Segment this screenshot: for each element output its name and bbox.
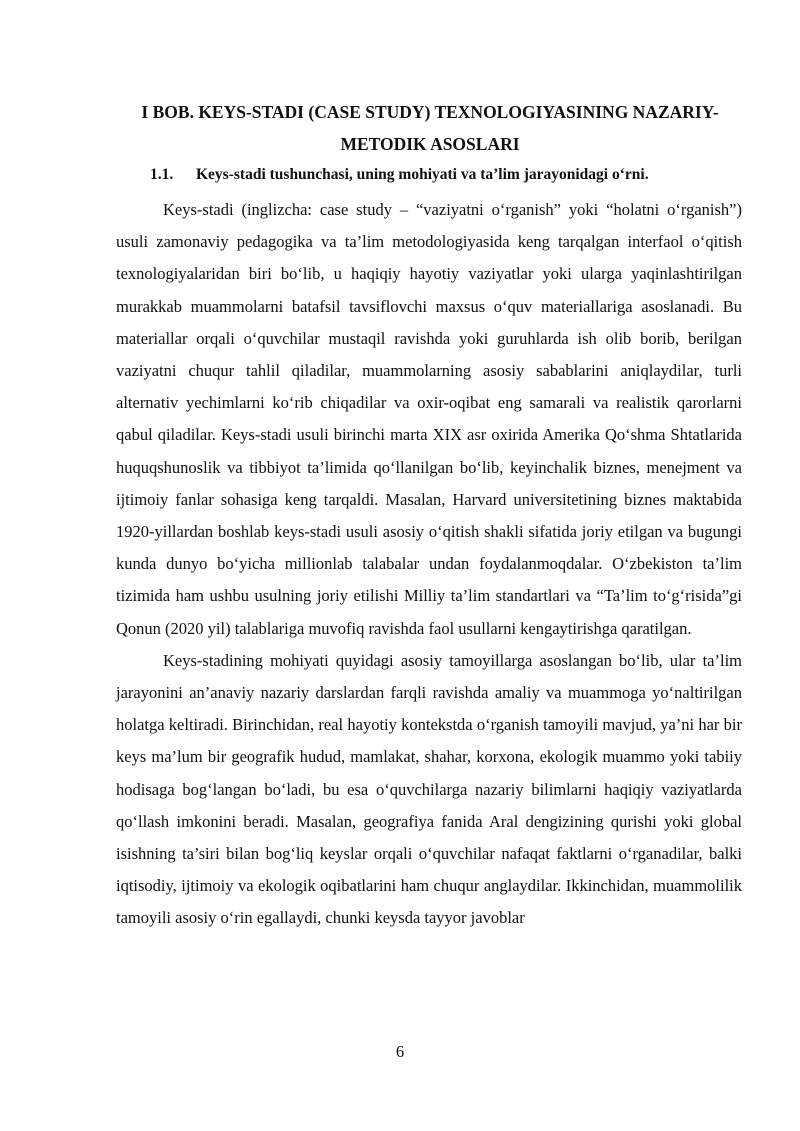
paragraph: Keys-stadining mohiyati quyidagi asosiy tamoyillarga asoslangan bo‘lib, ular ta’lim jarayonini an’anaviy nazariy darslardan farqli ravishda amaliy va muammoga yo‘naltirilgan holatga keltiradi. Birinchidan, real hayotiy kontekstda o‘rganish tamoyili mavjud, ya’ni har bir keys ma’lum bir geografik hudud, mamlakat, shahar, korxona, ekologik muammo yoki tabiiy hodisaga bog‘langan bo‘ladi, bu esa o‘quvchilarga nazariy bilimlarni haqiqiy vaziyatlarda qo‘llash imkonini beradi. Masalan, geografiya fanida Aral dengizining qurishi yoki global isishning ta’siri bilan bog‘liq keyslar orqali o‘quvchilar nafaqat faktlarni o‘rganadilar, balki iqtisodiy, ijtimoiy va ekologik oqibatlarini ham chuqur anglaydilar. Ikkinchidan, muammolilik tamoyili asosiy o‘rin egallaydi, chunki keysda tayyor javoblar: [116, 650, 742, 928]
section-heading: [150, 163, 649, 187]
paragraph: Keys-stadi (inglizcha: case study – “vaziyatni o‘rganish” yoki “holatni o‘rganish”) usuli zamonaviy pedagogika va ta’lim metodologiyasida keng tarqalgan interfaol o‘qitish texnologiyalaridan biri bo‘lib, u haqiqiy hayotiy vaziyatlar yoki ularga yaqinlashtirilgan murakkab muammolarni batafsil tavsiflovchi maxsus o‘quv materiallariga asoslanadi. Bu materiallar orqali o‘quvchilar mustaqil ravishda yoki guruhlarda ish olib borib, berilgan vaziyatni chuqur tahlil qiladilar, muammolarning asosiy sabablarini aniqlaydilar, turli alternativ yechimlarni ko‘rib chiqadilar va oxir-oqibat eng samarali va realistik qarorlarni qabul qiladilar. Keys-stadi usuli birinchi marta XIX asr oxirida Amerika Qo‘shma Shtatlarida huquqshunoslik va tibbiyot ta’limida qo‘llanilgan bo‘lib, keyinchalik biznes, menejment va ijtimoiy fanlar sohasiga keng tarqaldi. Masalan, Harvard universitetining biznes maktabida 1920-yillardan boshlab keys-stadi usuli asosiy o‘qitish shakli sifatida joriy etilgan va bugungi kunda dunyo bo‘yicha millionlab talabalar undan foydalanmoqdalar. O‘zbekiston ta’lim tizimida ham ushbu usulning joriy etilishi Milliy ta’lim standartlari va “Ta’lim to‘g‘risida”gi Qonun (2020 yil) talablariga muvofiq ravishda faol usullarni kengaytirishga qaratilgan.: [116, 200, 742, 638]
page-number: 6: [395, 1042, 405, 1061]
chapter-title: I BOB. KEYS-STADI (CASE STUDY) TEXNOLOGIYASINING NAZARIY-METODIK ASOSLARI: [141, 102, 719, 154]
section-number: 1.1.: [150, 166, 174, 183]
section-title: Keys-stadi tushunchasi, uning mohiyati va ta’lim jarayonidagi o‘rni.: [196, 166, 649, 183]
body-text: [116, 194, 742, 935]
